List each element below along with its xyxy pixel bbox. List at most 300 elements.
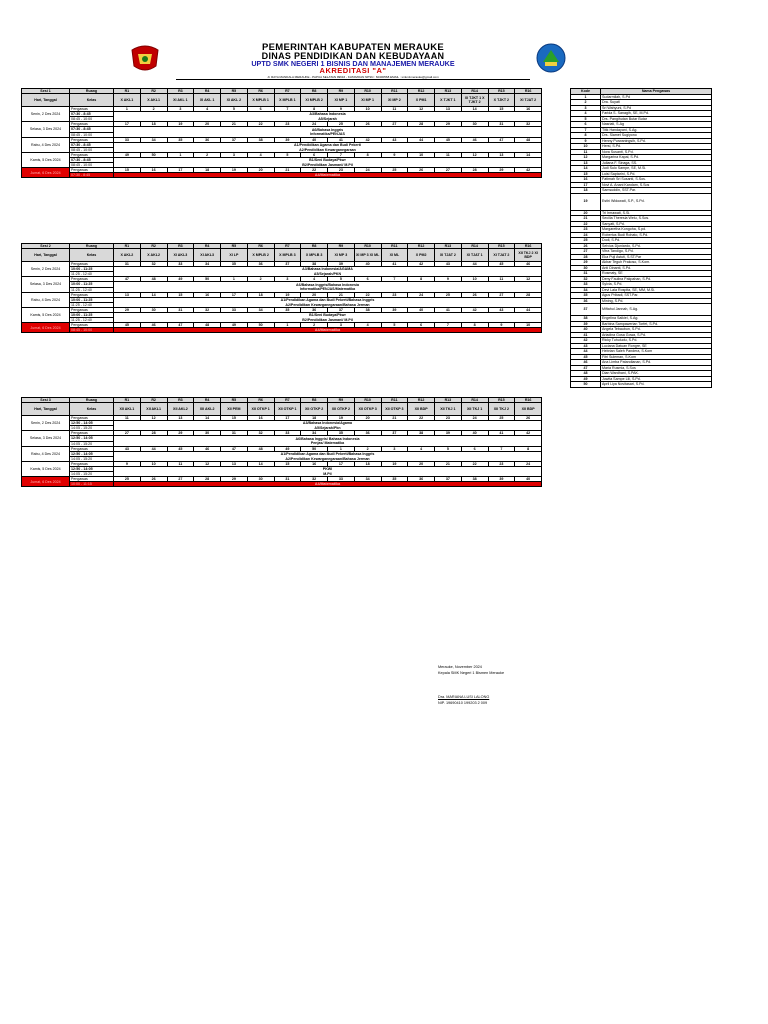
supervisor-name: Deny Faulina Pakpahan, S.Pd. <box>601 276 712 282</box>
supervisor-code: 38 <box>301 262 328 267</box>
supervisor-name: Ricky Tuhuludu, S.Pd. <box>601 338 712 344</box>
supervisor-code: 43 <box>488 307 515 312</box>
room-header: R15 <box>488 398 515 403</box>
supervisor-code: 15 <box>274 461 301 466</box>
class-name: X MPLB 1 <box>274 94 301 107</box>
supervisor-code: 46 <box>140 323 167 328</box>
exam-time: 11:25 - 12:40 <box>70 287 114 292</box>
supervisor-code: 20 <box>571 210 601 216</box>
supervisor-code: 32 <box>571 276 601 282</box>
supervisor-code: 15 <box>167 292 194 297</box>
supervisor-code: 12 <box>515 277 542 282</box>
room-header: R14 <box>461 89 488 94</box>
exam-time: 07:30 - 8:45 <box>70 127 114 132</box>
class-name: XII AKL2 <box>167 403 194 416</box>
regency-emblem-icon <box>128 42 162 74</box>
supervisor-code: 24 <box>408 292 435 297</box>
supervisor-code: 17 <box>114 122 141 127</box>
supervisor-code: 4 <box>247 152 274 157</box>
class-header-label: Kelas <box>70 249 114 262</box>
supervisor-code: 49 <box>167 277 194 282</box>
supervisor-code: 35 <box>167 137 194 142</box>
supervisor-code: 46 <box>515 262 542 267</box>
supervisor-code: 16 <box>571 177 601 183</box>
class-name: XII OTKP 3 <box>381 403 408 416</box>
class-name: XI LP <box>221 249 248 262</box>
signature-block <box>438 664 504 706</box>
room-header: R5 <box>221 89 248 94</box>
class-name: XII TKJ 2 <box>488 403 515 416</box>
supervisor-code: 13 <box>167 416 194 421</box>
supervisor-code: 5 <box>221 107 248 112</box>
supervisor-code: 44 <box>408 137 435 142</box>
supervisor-label: Pengawas <box>70 277 114 282</box>
supervisor-name: Luisi Saptarini, S.Pd. <box>601 171 712 177</box>
supervisor-code: 38 <box>408 431 435 436</box>
supervisor-code: 10 <box>408 152 435 157</box>
exam-time: 08:45 - 10:00 <box>70 117 114 122</box>
signature-nip: NIP. 19690410 199203 2 009 <box>438 701 488 705</box>
day-date: Rabu, 4 Des 2024 <box>22 137 70 152</box>
supervisor-label: Pengawas <box>70 137 114 142</box>
supervisor-code: 38 <box>354 307 381 312</box>
supervisor-code: 48 <box>515 137 542 142</box>
supervisor-code: 16 <box>194 292 221 297</box>
supervisor-code: 44 <box>461 262 488 267</box>
supervisor-code: 6 <box>408 323 435 328</box>
supervisor-label: Pengawas <box>70 477 114 482</box>
supervisor-code: 21 <box>328 292 355 297</box>
supervisor-code: 22 <box>461 461 488 466</box>
room-header: R11 <box>381 244 408 249</box>
supervisor-name: Sylvia, S.Pd. <box>601 282 712 288</box>
supervisor-code: 34 <box>571 287 601 293</box>
class-name: XII OTKP 2 <box>328 403 355 416</box>
class-name: X MPLB 1 <box>247 94 274 107</box>
exam-time: 12:50 - 14:05 <box>70 421 114 426</box>
supervisor-code: 31 <box>221 431 248 436</box>
exam-time: 11:25 - 12:40 <box>70 272 114 277</box>
class-name: XII OTKP 1 <box>274 403 301 416</box>
class-name: X AKL2 <box>114 249 141 262</box>
exam-time: 14:05 - 15:20 <box>70 441 114 446</box>
supervisor-label: Pengawas <box>70 122 114 127</box>
supervisor-code: 39 <box>328 262 355 267</box>
supervisor-code: 33 <box>328 477 355 482</box>
supervisor-name: Sanyati, S.Pd. <box>601 221 712 227</box>
supervisor-code: 11 <box>167 461 194 466</box>
class-name: XII BDP <box>408 403 435 416</box>
room-header: R12 <box>408 89 435 94</box>
class-name: XI TJAT 1 <box>461 249 488 262</box>
subject-name: A1/Pendidikan Agama dan Budi Pekerti/Bahasa Inggris <box>114 297 542 302</box>
supervisor-name: Miftahul Jannah, S.Ag. <box>601 304 712 316</box>
supervisor-code: 12 <box>408 107 435 112</box>
class-name: XII AKL1 <box>140 403 167 416</box>
class-name: XI TJAT 2 <box>488 249 515 262</box>
supervisor-code: 22 <box>571 221 601 227</box>
day-date-header: Hari, Tanggal <box>22 94 70 107</box>
supervisor-code: 6 <box>301 152 328 157</box>
room-header: R16 <box>515 398 542 403</box>
exam-time: 10:00 - 11:25 <box>70 282 114 287</box>
friday-subject-row <box>22 328 542 333</box>
supervisor-code: 29 <box>114 307 141 312</box>
signature-name: Dra. MARIANA LUSI LALONG <box>438 695 490 699</box>
supervisor-code: 39 <box>488 477 515 482</box>
day-date: Senin, 2 Des 2024 <box>22 416 70 431</box>
room-header: R13 <box>435 89 462 94</box>
supervisor-code: 43 <box>435 262 462 267</box>
room-header: R3 <box>167 244 194 249</box>
supervisor-code: 9 <box>328 107 355 112</box>
supervisor-code: 35 <box>221 262 248 267</box>
exam-time: 14:05 - 15:20 <box>70 456 114 461</box>
supervisor-code: 23 <box>274 122 301 127</box>
subject-name: A3/Bahasa Indonesia/AGAMA <box>114 267 542 272</box>
supervisor-code: 15 <box>571 171 601 177</box>
supervisor-code: 47 <box>167 323 194 328</box>
schedule-table-session-3 <box>21 397 542 487</box>
supervisor-code: 20 <box>301 292 328 297</box>
class-name: XI MP 2 <box>381 94 408 107</box>
supervisor-code: 33 <box>221 307 248 312</box>
supervisor-code: 1 <box>167 152 194 157</box>
supervisor-code: 36 <box>301 307 328 312</box>
supervisor-label: Pengawas <box>70 107 114 112</box>
supervisor-code: 3 <box>221 152 248 157</box>
supervisor-code: 28 <box>571 254 601 260</box>
supervisor-code: 5 <box>435 446 462 451</box>
room-header: R6 <box>247 244 274 249</box>
room-header: R4 <box>194 89 221 94</box>
supervisor-code: 32 <box>515 122 542 127</box>
day-date: Selasa, 3 Des 2024 <box>22 277 70 292</box>
class-header-label: Kelas <box>70 403 114 416</box>
class-name: XI MPLB 2 <box>301 94 328 107</box>
supervisor-code: 14 <box>194 416 221 421</box>
supervisor-name: Selvius Djuniardo, S.Pd. <box>601 243 712 249</box>
supervisor-code: 4 <box>194 107 221 112</box>
day-date: Jumat, 6 Des 2024 <box>22 168 70 178</box>
supervisor-code: 27 <box>114 431 141 436</box>
supervisor-code: 9 <box>571 138 601 144</box>
subject-name: A4/Matematika <box>114 328 542 333</box>
supervisor-code: 42 <box>571 338 601 344</box>
subject-name: A5/Sejarah/Pkn <box>114 426 542 431</box>
supervisor-code: 28 <box>461 168 488 173</box>
supervisor-code: 42 <box>515 168 542 173</box>
day-date: Jumat, 6 Des 2024 <box>22 323 70 333</box>
exam-time: 11:25 - 12:40 <box>70 302 114 307</box>
supervisor-code: 42 <box>515 431 542 436</box>
supervisor-code: 39 <box>571 321 601 327</box>
exam-time: 14:05 - 15:20 <box>70 426 114 431</box>
supervisor-code: 19 <box>221 168 248 173</box>
supervisor-code: 25 <box>328 122 355 127</box>
supervisor-code: 17 <box>328 461 355 466</box>
supervisor-code: 39 <box>274 137 301 142</box>
supervisor-name: Engelina Saikiel, S.Ag. <box>601 316 712 322</box>
room-header: R3 <box>167 398 194 403</box>
class-name: X AKL1 <box>140 94 167 107</box>
supervisor-row <box>571 193 712 210</box>
supervisor-code: 25 <box>114 477 141 482</box>
supervisor-name-header: Nama Pengawas <box>601 89 712 95</box>
supervisor-code: 18 <box>140 122 167 127</box>
exam-time: 07:30 - 8:45 <box>70 112 114 117</box>
class-name: X PM2 <box>408 249 435 262</box>
supervisor-code: 40 <box>408 307 435 312</box>
header-accreditation: AKREDITASI "A" <box>319 66 387 75</box>
class-header-row <box>22 403 542 416</box>
class-name: XI ML <box>381 249 408 262</box>
supervisor-code: 12 <box>571 155 601 161</box>
supervisor-label: Pengawas <box>70 168 114 173</box>
room-header: R1 <box>114 89 141 94</box>
supervisor-code: 37 <box>381 431 408 436</box>
supervisor-label: Pengawas <box>70 416 114 421</box>
supervisor-code: 13 <box>435 107 462 112</box>
room-header: R4 <box>194 244 221 249</box>
supervisor-name: Luciana Datuan Rongre, SE <box>601 343 712 349</box>
supervisor-label: Pengawas <box>70 262 114 267</box>
supervisor-code: 10 <box>571 144 601 150</box>
supervisor-name: Sri Wahyuni, S.Pd <box>601 105 712 111</box>
supervisor-code: 31 <box>571 271 601 277</box>
supervisor-code: 20 <box>408 461 435 466</box>
supervisor-code: 48 <box>194 323 221 328</box>
supervisor-code: 36 <box>354 431 381 436</box>
day-date-header: Hari, Tanggal <box>22 249 70 262</box>
supervisor-name: Farida S. Sanagih, SE, M.Pd. <box>601 111 712 117</box>
supervisor-code: 19 <box>571 193 601 210</box>
class-name: XII PEM <box>221 403 248 416</box>
supervisor-code: 7 <box>435 323 462 328</box>
exam-time: 08:45 - 10:00 <box>70 328 114 333</box>
supervisor-label: Pengawas <box>70 461 114 466</box>
supervisor-name: Dra. Suyati <box>601 100 712 106</box>
supervisor-name: Rosmaty, SE <box>601 271 712 277</box>
supervisor-code: 24 <box>571 232 601 238</box>
supervisor-code: 10 <box>140 461 167 466</box>
supervisor-code: 10 <box>354 107 381 112</box>
supervisor-code: 19 <box>167 122 194 127</box>
supervisor-code: 47 <box>488 137 515 142</box>
exam-time: 07:30 - 8:45 <box>70 158 114 163</box>
supervisor-name: Samsuddin, SST.Par. <box>601 188 712 194</box>
exam-time: 12:50 - 14:05 <box>70 436 114 441</box>
supervisor-code: 21 <box>381 416 408 421</box>
supervisor-name: Robertus Budi Rohato, S.Pd. <box>601 232 712 238</box>
room-header: R12 <box>408 244 435 249</box>
supervisor-code: 7 <box>381 277 408 282</box>
supervisor-name: Anti Dinanti, S.Pd. <box>601 265 712 271</box>
header-title-government: PEMERINTAH KABUPATEN MERAUKE <box>261 42 445 53</box>
supervisor-code: 22 <box>408 416 435 421</box>
supervisor-name: Drs. Slamet Sugiyono <box>601 133 712 139</box>
supervisor-code: 5 <box>571 116 601 122</box>
class-name: XII AKL2 <box>194 403 221 416</box>
supervisor-code: 1 <box>114 107 141 112</box>
class-name: X TJKT 2 <box>488 94 515 107</box>
supervisor-code: 16 <box>247 416 274 421</box>
supervisor-code: 40 <box>461 431 488 436</box>
supervisor-name: Margaretha Kongoha, S.pd. <box>601 227 712 233</box>
subject-name: PKWI <box>114 467 542 472</box>
supervisor-code: 34 <box>194 262 221 267</box>
supervisor-code: 29 <box>167 431 194 436</box>
room-header: R9 <box>328 398 355 403</box>
day-date: Senin, 2 Des 2024 <box>22 262 70 277</box>
supervisor-code: 15 <box>114 168 141 173</box>
room-header: R7 <box>274 244 301 249</box>
supervisor-code: 24 <box>461 416 488 421</box>
supervisor-code: 22 <box>301 168 328 173</box>
supervisor-code: 3 <box>274 277 301 282</box>
supervisor-code: 2 <box>571 100 601 106</box>
supervisor-code: 41 <box>435 307 462 312</box>
supervisor-code: 12 <box>461 152 488 157</box>
supervisor-code: 35 <box>274 307 301 312</box>
supervisor-name: Nasriati, S.Ag <box>601 122 712 128</box>
supervisor-code: 17 <box>221 292 248 297</box>
supervisor-code: 17 <box>571 182 601 188</box>
exam-time: 08:45 - 10:00 <box>70 163 114 168</box>
header-title-department: DINAS PENDIDIKAN DAN KEBUDAYAAN <box>261 51 445 61</box>
room-header: R15 <box>488 89 515 94</box>
room-header: R5 <box>221 244 248 249</box>
class-name: XI AKL3 <box>167 249 194 262</box>
supervisor-code: 31 <box>274 477 301 482</box>
class-name: XI TJAT 2 <box>435 249 462 262</box>
supervisor-code: 37 <box>221 137 248 142</box>
supervisor-code: 21 <box>274 168 301 173</box>
class-name: XII AKL1 <box>114 403 141 416</box>
subject-name: A2/Pendidikan Kewarganegaraan/Bahasa Jerman <box>114 302 542 307</box>
friday-subject-row <box>22 173 542 178</box>
supervisor-code: 8 <box>408 277 435 282</box>
supervisor-name: Agus Pribadi, SST.Par. <box>601 293 712 299</box>
supervisor-name: Judi Sulo Sampe, SE, M.Si. <box>601 166 712 172</box>
class-name: X AKL2 <box>140 249 167 262</box>
day-date: Kamis, 5 Des 2024 <box>22 152 70 167</box>
supervisor-code: 4 <box>301 277 328 282</box>
supervisor-code: 41 <box>381 262 408 267</box>
subject-name: A6/Bahasa Inggris/ Bahasa Indonesia <box>114 436 542 441</box>
supervisor-code: 28 <box>140 431 167 436</box>
room-header: R8 <box>301 398 328 403</box>
subject-name: A2/Pendidikan Kewarganegaraan/Bahasa Jerman <box>114 456 542 461</box>
supervisor-code: 26 <box>140 477 167 482</box>
supervisor-label: Pengawas <box>70 446 114 451</box>
supervisor-code: 34 <box>301 431 328 436</box>
supervisor-code: 2 <box>301 323 328 328</box>
supervisor-code: 45 <box>435 137 462 142</box>
class-name: X TJKT 1 <box>435 94 462 107</box>
exam-time: 12:50 - 14:05 <box>70 451 114 456</box>
supervisor-code: 19 <box>381 461 408 466</box>
supervisor-code: 30 <box>247 477 274 482</box>
supervisor-table <box>570 88 712 388</box>
supervisor-code: 41 <box>328 137 355 142</box>
room-header: R10 <box>354 244 381 249</box>
class-name: XI AKL3 <box>194 249 221 262</box>
subject-name: B2/Pendidikan Jasmani/ M.Pil <box>114 318 542 323</box>
session-label: Sesi 1 <box>22 89 70 94</box>
subject-name: A4/Matematika <box>114 482 542 487</box>
supervisor-code: 6 <box>461 446 488 451</box>
room-header: R13 <box>435 244 462 249</box>
session-label: Sesi 3 <box>22 398 70 403</box>
supervisor-name: Ana Limba Patandianan, S.Pd. <box>601 360 712 366</box>
supervisor-code: 29 <box>571 260 601 266</box>
supervisor-code: 2 <box>247 277 274 282</box>
supervisor-code: 19 <box>328 416 355 421</box>
supervisor-code: 27 <box>435 168 462 173</box>
supervisor-label: Pengawas <box>70 152 114 157</box>
supervisor-code: 16 <box>301 461 328 466</box>
class-name: XI TJKT 1 X TJKT 2 <box>461 94 488 107</box>
supervisor-code: 24 <box>301 122 328 127</box>
supervisor-code: 27 <box>381 122 408 127</box>
supervisor-code: 7 <box>328 152 355 157</box>
supervisor-code: 6 <box>354 277 381 282</box>
school-emblem-icon <box>534 42 568 74</box>
room-header: R7 <box>274 398 301 403</box>
room-header: R2 <box>140 89 167 94</box>
supervisor-code: 7 <box>571 127 601 133</box>
supervisor-code: 45 <box>167 446 194 451</box>
subject-name: B1/Seni Budaya/Pkwr <box>114 158 542 163</box>
supervisor-code: 47 <box>114 277 141 282</box>
supervisor-code: 38 <box>461 477 488 482</box>
supervisor-name: Angela Tebaubun, S.Pd. <box>601 327 712 333</box>
class-name: XI AKL 2 <box>221 94 248 107</box>
supervisor-code: 5 <box>328 277 355 282</box>
supervisor-code: 46 <box>194 446 221 451</box>
day-date: Senin, 2 Des 2024 <box>22 107 70 122</box>
supervisor-code: 44 <box>515 307 542 312</box>
signature-position: Kepala SMK Negeri 1 Bismen Merauke <box>438 671 505 675</box>
supervisor-code: 28 <box>515 292 542 297</box>
supervisor-code: 27 <box>167 477 194 482</box>
exam-time: 10:00 - 11:15 <box>70 482 114 487</box>
class-name: X AKL1 <box>114 94 141 107</box>
room-header: R5 <box>221 398 248 403</box>
room-header: R15 <box>488 244 515 249</box>
supervisor-name: Juliana F. Sinaga, SS. <box>601 160 712 166</box>
supervisor-name: Devi Lala Rospita, SE, MM, M.Si. <box>601 287 712 293</box>
subject-name: A4/Matematika <box>114 173 542 178</box>
room-header: R6 <box>247 89 274 94</box>
supervisor-code: 18 <box>354 461 381 466</box>
supervisor-code: 2 <box>194 152 221 157</box>
supervisor-code: 44 <box>571 349 601 355</box>
supervisor-code: 25 <box>435 292 462 297</box>
class-header-row <box>22 94 542 107</box>
subject-name: A1/Pendidikan Agama dan Budi Pekerti/Bahasa Inggris <box>114 451 542 456</box>
supervisor-code: 21 <box>221 122 248 127</box>
supervisor-name: Tri Irmawati, S.Si. <box>601 210 712 216</box>
supervisor-code: 14 <box>247 461 274 466</box>
class-name: X MPLB 3 <box>301 249 328 262</box>
supervisor-code: 29 <box>488 168 515 173</box>
supervisor-code: 41 <box>571 332 601 338</box>
supervisor-code: 40 <box>571 327 601 333</box>
supervisor-code: 24 <box>515 461 542 466</box>
header-divider <box>176 79 530 80</box>
